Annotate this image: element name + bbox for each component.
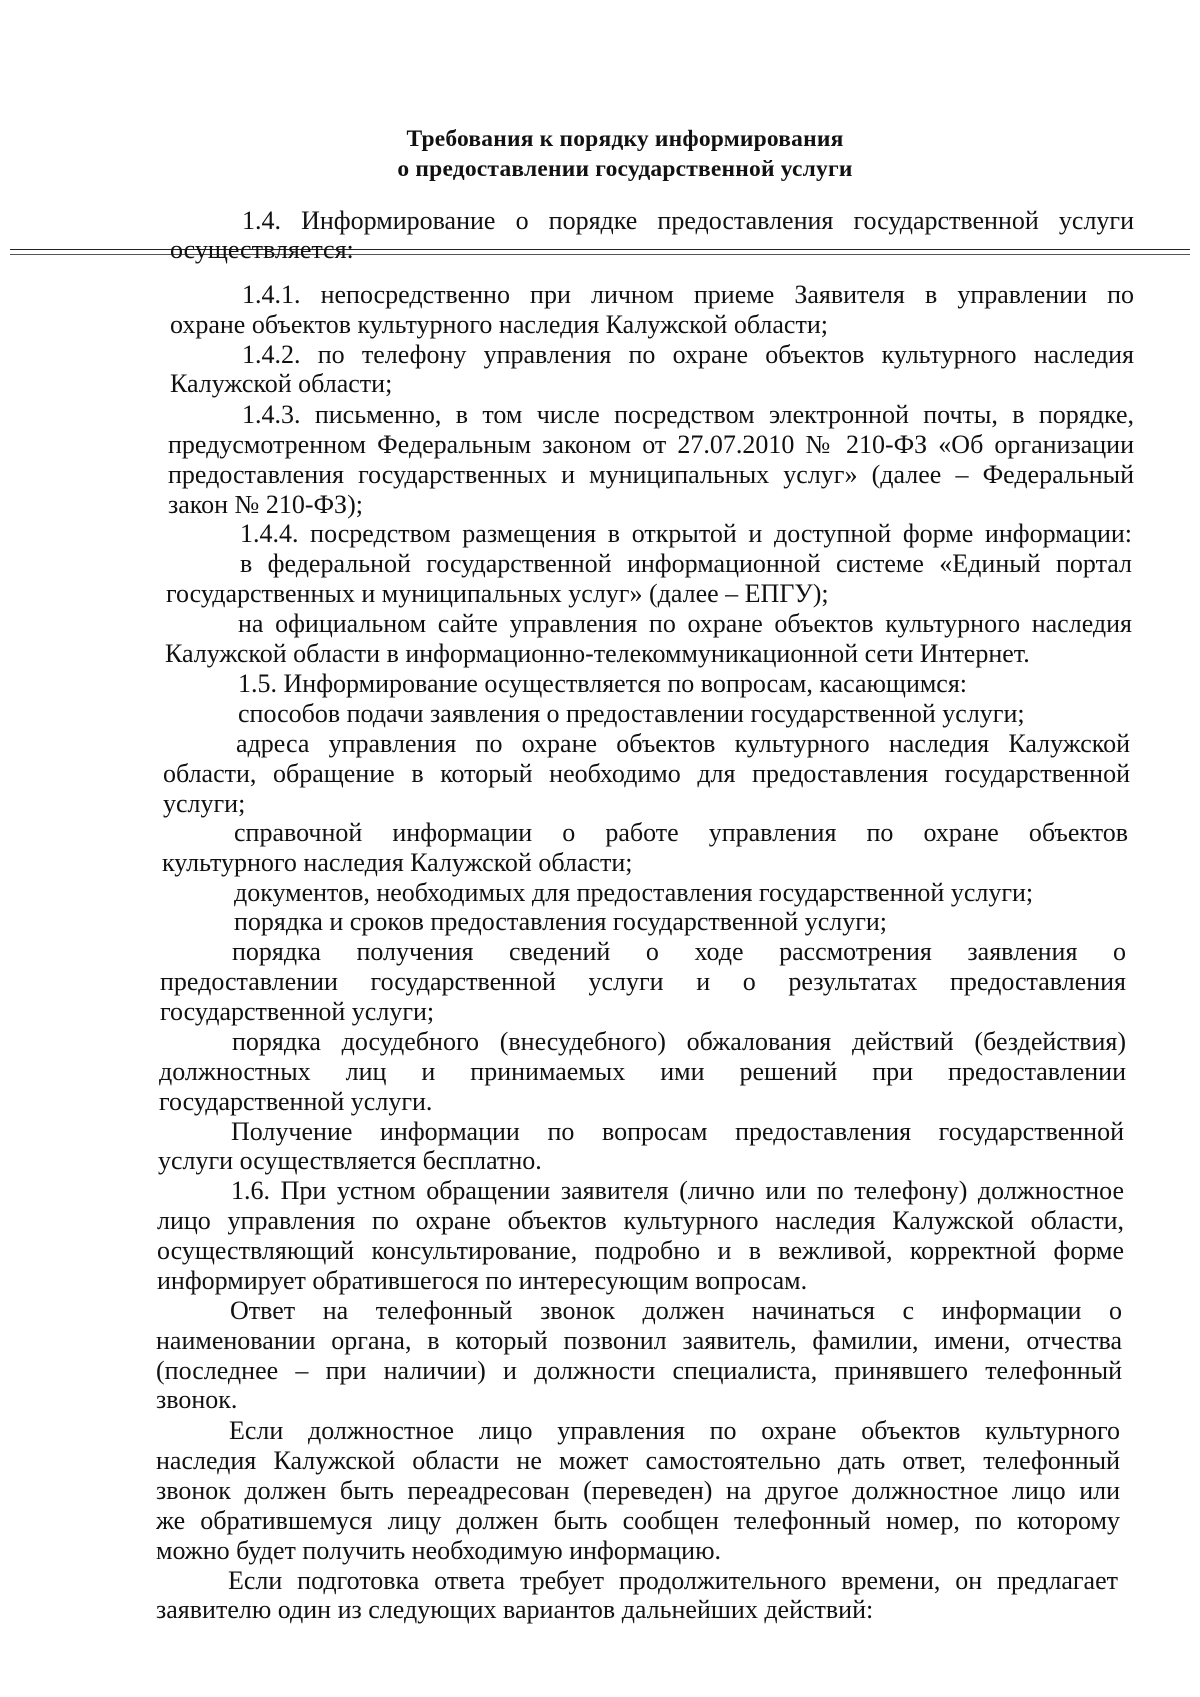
text-line: государственной услуги. [159, 1087, 433, 1116]
text-line: звонок должен быть переадресован (переведен) на другое должностное лицо или [156, 1476, 1120, 1505]
text-line: должностных лиц и принимаемых ими решений при предоставлении [159, 1057, 1126, 1086]
text-line: 1.4.1. непосредственно при личном приеме Заявителя в управлении по [242, 280, 1134, 309]
text-line: области, обращение в который необходимо для предоставления государственной [163, 759, 1130, 788]
text-line: Калужской области в информационно-телекоммуникационной сети Интернет. [165, 639, 1030, 668]
text-line: культурного наследия Калужской области; [162, 848, 633, 877]
text-line: осуществляющий консультирование, подробно и в вежливой, корректной форме [157, 1236, 1124, 1265]
text-line: же обратившемуся лицу должен быть сообщен телефонный номер, по которому [156, 1506, 1120, 1535]
text-line: Если подготовка ответа требует продолжительного времени, он предлагает [228, 1566, 1118, 1595]
text-line: государственной услуги; [160, 997, 435, 1026]
text-line: осуществляется: [170, 235, 354, 264]
text-line: 1.4.3. письменно, в том числе посредством электронной почты, в порядке, [242, 400, 1134, 429]
text-line: заявителю один из следующих вариантов дальнейших действий: [156, 1595, 874, 1624]
text-line: порядка досудебного (внесудебного) обжалования действий (бездействия) [232, 1027, 1126, 1056]
text-line: наследия Калужской области не может самостоятельно дать ответ, телефонный [156, 1446, 1120, 1475]
text-line: лицо управления по охране объектов культурного наследия Калужской области, [157, 1206, 1124, 1235]
text-line: наименовании органа, в который позвонил заявитель, фамилии, имени, отчества [156, 1326, 1122, 1355]
text-line: порядка и сроков предоставления государственной услуги; [234, 907, 888, 936]
text-line: 1.4.2. по телефону управления по охране объектов культурного наследия [242, 340, 1134, 369]
text-line: 1.4.4. посредством размещения в открытой и доступной форме информации: [240, 519, 1132, 548]
text-line: предоставления государственных и муниципальных услуг» (далее – Федеральный [168, 460, 1134, 489]
text-line: охране объектов культурного наследия Калужской области; [170, 310, 828, 339]
text-line: Получение информации по вопросам предоставления государственной [231, 1117, 1124, 1146]
text-line: 1.6. При устном обращении заявителя (лично или по телефону) должностное [231, 1176, 1124, 1205]
text-line: порядка получения сведений о ходе рассмотрения заявления о [232, 937, 1126, 966]
text-line: можно будет получить необходимую информацию. [156, 1536, 721, 1565]
text-line: услуги осуществляется бесплатно. [158, 1146, 542, 1175]
text-line: Калужской области; [170, 369, 393, 398]
text-line: справочной информации о работе управления по охране объектов [234, 818, 1128, 847]
text-line: Ответ на телефонный звонок должен начинаться с информации о [230, 1296, 1122, 1325]
text-line: адреса управления по охране объектов культурного наследия Калужской [236, 729, 1130, 758]
text-line: государственных и муниципальных услуг» (далее – ЕПГУ); [166, 579, 829, 608]
text-line: на официальном сайте управления по охране объектов культурного наследия [238, 609, 1132, 638]
text-line: в федеральной государственной информационной системе «Единый портал [240, 549, 1132, 578]
text-line: предоставлении государственной услуги и о результатах предоставления [160, 967, 1126, 996]
text-line: (последнее – при наличии) и должности специалиста, принявшего телефонный [156, 1356, 1122, 1385]
text-line: информирует обратившегося по интересующим вопросам. [157, 1266, 808, 1295]
text-line: 1.4. Информирование о порядке предоставления государственной услуги [242, 206, 1134, 235]
text-line: способов подачи заявления о предоставлении государственной услуги; [238, 699, 1025, 728]
text-line: закон № 210-ФЗ); [168, 490, 363, 519]
document-title-line-1: Требования к порядку информирования [406, 126, 844, 152]
document-title-line-2: о предоставлении государственной услуги [397, 156, 853, 182]
text-line: предусмотренном Федеральным законом от 27.07.2010 № 210-ФЗ «Об организации [168, 430, 1134, 459]
text-line: услуги; [163, 789, 246, 818]
text-line: документов, необходимых для предоставления государственной услуги; [234, 878, 1034, 907]
text-line: звонок. [156, 1385, 238, 1414]
text-line: 1.5. Информирование осуществляется по вопросам, касающимся: [238, 669, 968, 698]
text-line: Если должностное лицо управления по охране объектов культурного [229, 1416, 1120, 1445]
